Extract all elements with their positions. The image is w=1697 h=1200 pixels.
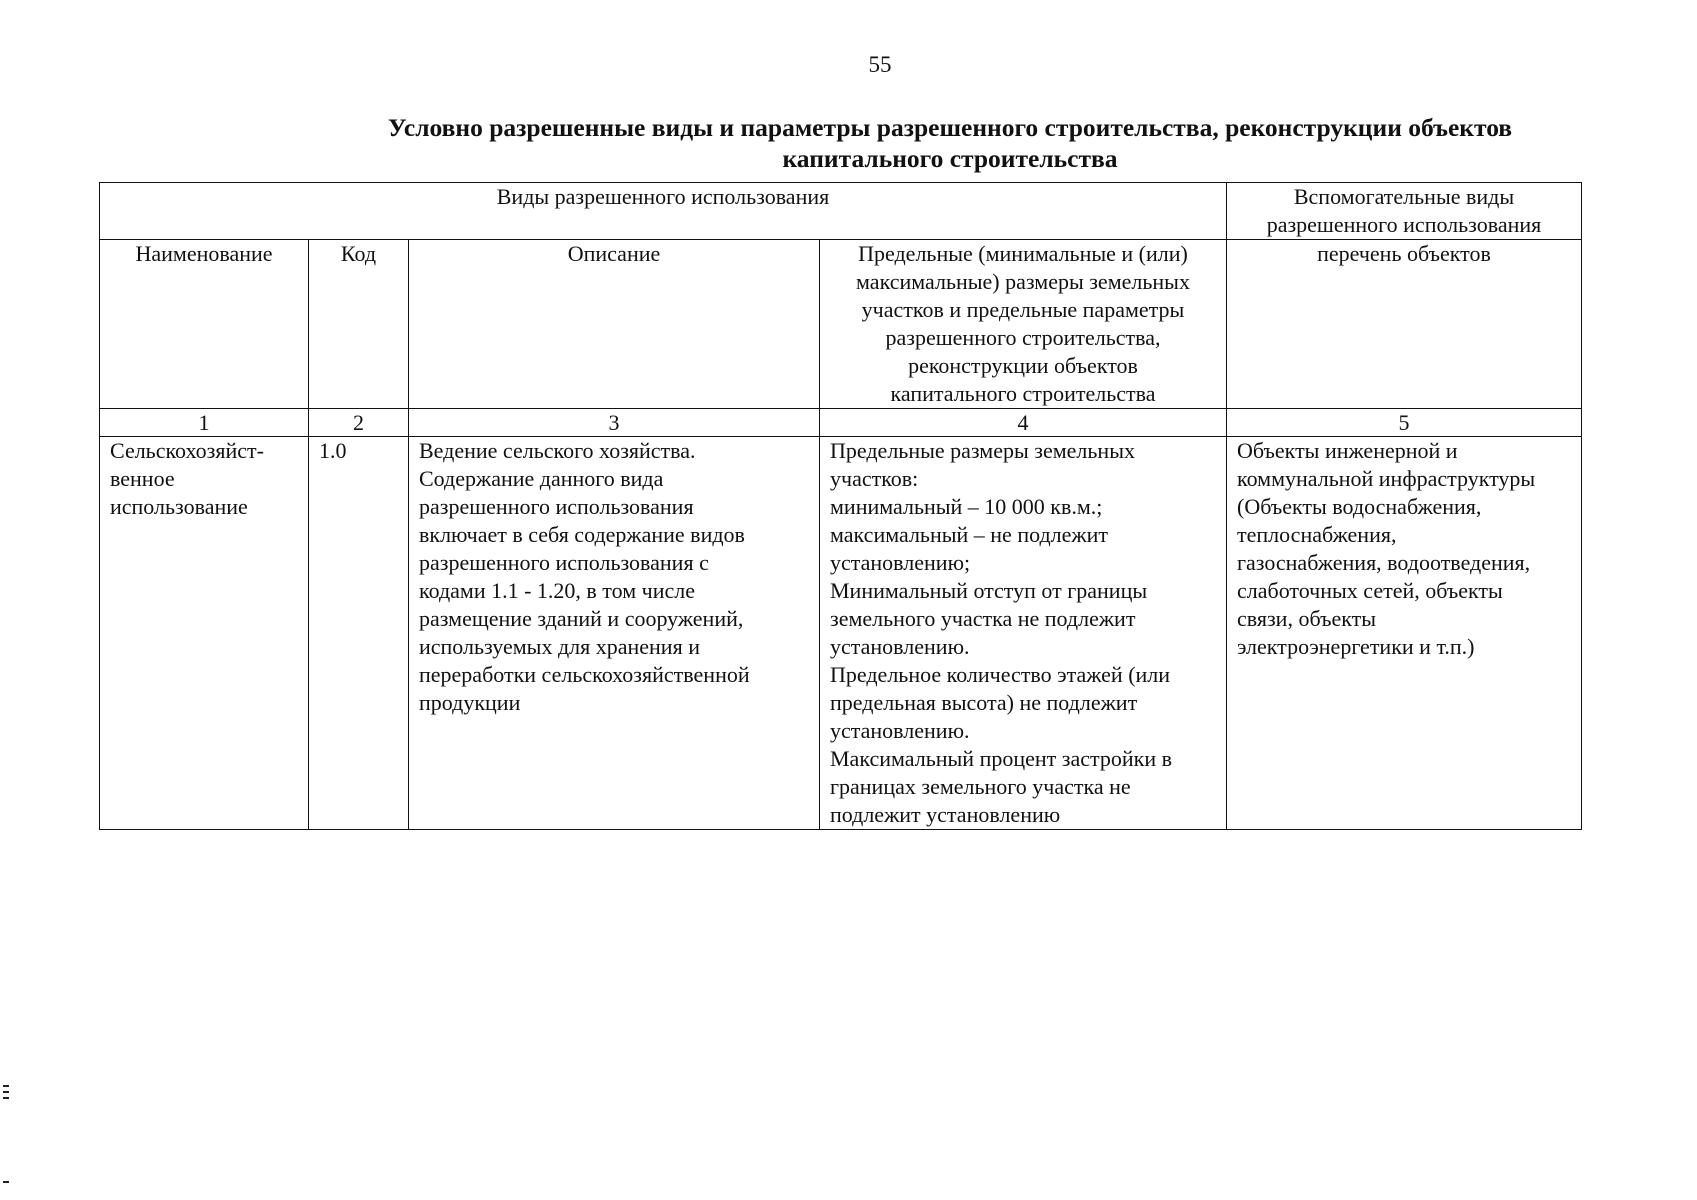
cell-code: 1.0 bbox=[309, 437, 409, 830]
cell-line: участков: bbox=[830, 466, 919, 491]
header-line: разрешенного строительства, bbox=[885, 325, 1161, 350]
header-line: участков и предельные параметры bbox=[861, 297, 1185, 322]
title-line: капитального строительства bbox=[782, 144, 1118, 173]
cell-line: установлению. bbox=[830, 634, 970, 659]
header-line: Вспомогательные виды bbox=[1293, 184, 1515, 209]
auxiliary-group-header bbox=[1227, 183, 1582, 240]
cell-line: кодами 1.1 - 1.20, в том числе bbox=[419, 578, 695, 603]
column-header-parameters bbox=[820, 240, 1227, 409]
column-number: 1 bbox=[100, 409, 309, 437]
cell-line: электроэнергетики и т.п.) bbox=[1237, 634, 1475, 659]
cell-line: теплоснабжения, bbox=[1237, 522, 1397, 547]
cell-line: предельная высота) не подлежит bbox=[830, 690, 1138, 715]
cell-line: Минимальный отступ от границы bbox=[830, 578, 1148, 603]
cell-line: Предельное количество этажей (или bbox=[830, 662, 1171, 687]
header-line: Предельные (минимальные и (или) bbox=[858, 241, 1188, 266]
header-line: разрешенного использования bbox=[1266, 212, 1542, 237]
margin-scan-mark bbox=[3, 1181, 9, 1183]
cell-line: переработки сельскохозяйственной bbox=[419, 662, 750, 687]
cell-line: минимальный – 10 000 кв.м.; bbox=[830, 494, 1103, 519]
column-number: 5 bbox=[1227, 409, 1582, 437]
margin-scan-mark bbox=[3, 1085, 9, 1087]
cell-line: Предельные размеры земельных bbox=[830, 438, 1135, 463]
header-line: реконструкции объектов bbox=[908, 353, 1138, 378]
column-number-row bbox=[100, 409, 1582, 437]
cell-line: подлежит установлению bbox=[830, 802, 1061, 827]
cell-line: Максимальный процент застройки в bbox=[830, 746, 1172, 771]
cell-objects bbox=[1227, 437, 1582, 830]
cell-line: венное bbox=[110, 466, 175, 491]
cell-parameters bbox=[820, 437, 1227, 830]
header-line: максимальные) размеры земельных bbox=[856, 269, 1190, 294]
column-header-objects: перечень объектов bbox=[1227, 240, 1582, 409]
main-group-header: Виды разрешенного использования bbox=[100, 183, 1227, 240]
cell-line: связи, объекты bbox=[1237, 606, 1377, 631]
cell-name bbox=[100, 437, 309, 830]
cell-line: максимальный – не подлежит bbox=[830, 522, 1108, 547]
document-title bbox=[260, 112, 1640, 174]
cell-line: газоснабжения, водоотведения, bbox=[1237, 550, 1531, 575]
page-number: 55 bbox=[868, 52, 892, 77]
column-number: 2 bbox=[309, 409, 409, 437]
cell-line: (Объекты водоснабжения, bbox=[1237, 494, 1482, 519]
cell-line: Объекты инженерной и bbox=[1237, 438, 1458, 463]
column-header-name: Наименование bbox=[100, 240, 309, 409]
table-row bbox=[100, 437, 1582, 830]
cell-line: разрешенного использования bbox=[419, 494, 694, 519]
group-header-row bbox=[100, 183, 1582, 240]
cell-line: используемых для хранения и bbox=[419, 634, 700, 659]
cell-line: слаботочных сетей, объекты bbox=[1237, 578, 1503, 603]
cell-line: границах земельного участка не bbox=[830, 774, 1131, 799]
cell-line: продукции bbox=[419, 690, 521, 715]
column-header-description: Описание bbox=[409, 240, 820, 409]
cell-line: Ведение сельского хозяйства. bbox=[419, 438, 696, 463]
cell-line: земельного участка не подлежит bbox=[830, 606, 1136, 631]
column-header-code: Код bbox=[309, 240, 409, 409]
cell-line: размещение зданий и сооружений, bbox=[419, 606, 744, 631]
cell-line: Сельскохозяйст- bbox=[110, 438, 264, 463]
column-header-row bbox=[100, 240, 1582, 409]
cell-line: коммунальной инфраструктуры bbox=[1237, 466, 1536, 491]
column-number: 4 bbox=[820, 409, 1227, 437]
cell-line: установлению; bbox=[830, 550, 971, 575]
cell-line: включает в себя содержание видов bbox=[419, 522, 745, 547]
margin-scan-mark bbox=[3, 1097, 9, 1099]
permitted-use-table bbox=[99, 182, 1582, 830]
cell-line: установлению. bbox=[830, 718, 970, 743]
column-number: 3 bbox=[409, 409, 820, 437]
cell-line: разрешенного использования с bbox=[419, 550, 709, 575]
cell-line: использование bbox=[110, 494, 248, 519]
title-line: Условно разрешенные виды и параметры разрешенного строительства, реконструкции объектов bbox=[387, 113, 1513, 142]
cell-description bbox=[409, 437, 820, 830]
header-line: капитального строительства bbox=[890, 381, 1156, 406]
cell-line: Содержание данного вида bbox=[419, 466, 664, 491]
margin-scan-mark bbox=[3, 1091, 9, 1093]
